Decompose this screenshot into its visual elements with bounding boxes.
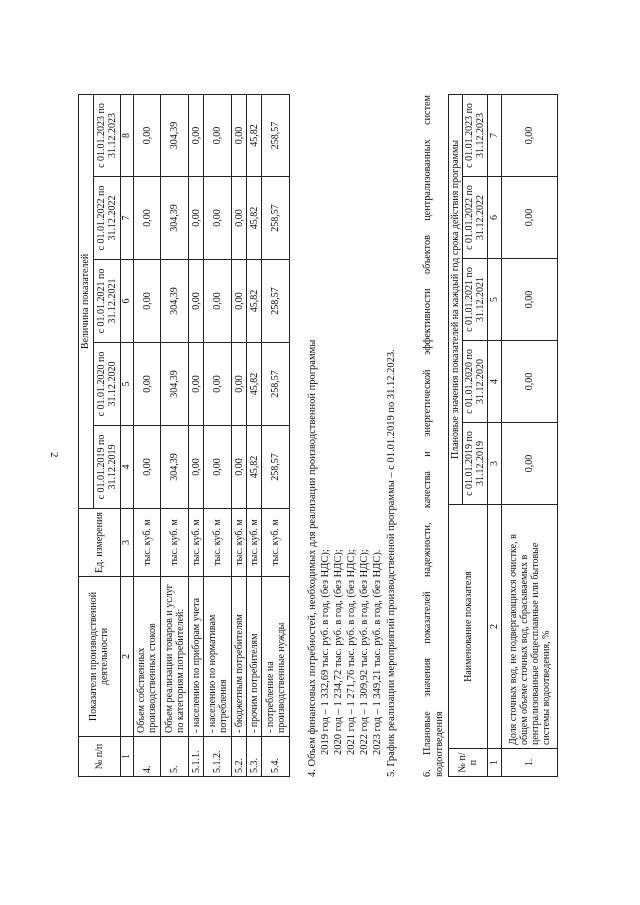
row-value: 258,57	[262, 260, 290, 343]
header-no: № п/п	[449, 749, 488, 777]
header-period: с 01.01.2021 по 31.12.2021	[463, 259, 488, 341]
header-values-group: Величина показателей	[79, 95, 94, 509]
row-name: - потребление на производственные нужды	[262, 577, 290, 737]
table-row	[204, 95, 232, 777]
row-value: 45,82	[247, 260, 262, 343]
row-value: 304,39	[161, 260, 189, 343]
row-value: 0,00	[232, 260, 247, 343]
finance-line: 2022 год – 1 309,92 тыс. руб. в год, (без НДС);	[359, 549, 370, 755]
finance-line: 2019 год – 1 332,69 тыс. руб. в год, (без НДС);	[320, 549, 331, 755]
row-value: 45,82	[247, 343, 262, 426]
header-indicator: Показатели производственной деятельности	[79, 577, 121, 737]
row-name: Объем собственных производственных стоков	[133, 577, 161, 737]
header-period: с 01.01.2021 по 31.12.2021	[93, 260, 120, 343]
row-no: 1.	[502, 749, 558, 777]
row-unit: тыс. куб. м	[133, 509, 161, 577]
row-name: - прочим потребителям	[247, 577, 262, 737]
table-row	[232, 95, 247, 777]
column-number: 4	[488, 341, 502, 423]
row-value: 0,00	[133, 426, 161, 509]
row-value: 0,00	[133, 260, 161, 343]
row-name: - населению по приборам учета	[189, 577, 204, 737]
finance-line: 2023 год – 1 349,21 тыс. руб. в год, (без НДС).	[372, 549, 383, 755]
header-period: с 01.01.2020 по 31.12.2020	[93, 343, 120, 426]
table-row	[262, 95, 290, 777]
header-period: с 01.01.2023 по 31.12.2023	[93, 95, 120, 177]
row-value: 0,00	[502, 259, 558, 341]
row-no: 5.1.1.	[189, 737, 204, 777]
row-value: 45,82	[247, 177, 262, 260]
section6-heading: 6. Плановые значения показателей надежности, качества и энергетической эффективности объектов централизованных систем	[422, 95, 433, 777]
row-value: 45,82	[247, 95, 262, 177]
row-value: 304,39	[161, 426, 189, 509]
row-value: 45,82	[247, 426, 262, 509]
header-unit: Ед. измерения	[79, 509, 121, 577]
row-value: 0,00	[133, 343, 161, 426]
row-unit: тыс. куб. м	[247, 509, 262, 577]
column-number: 3	[120, 509, 133, 577]
row-value: 304,39	[161, 177, 189, 260]
row-no: 5.1.2.	[204, 737, 232, 777]
row-value: 0,00	[502, 94, 558, 176]
row-value: 0,00	[232, 95, 247, 177]
finance-line: 2020 год – 1 234,72 тыс. руб. в год, (без НДС);	[333, 549, 344, 755]
row-value: 0,00	[204, 95, 232, 177]
column-number: 6	[120, 260, 133, 343]
row-value: 0,00	[189, 343, 204, 426]
column-number: 2	[488, 505, 502, 749]
row-value: 0,00	[502, 423, 558, 505]
header-group: Плановые значения показателей на каждый год срока действия программы	[449, 94, 463, 504]
table-row	[189, 95, 204, 777]
table-header-row	[449, 94, 463, 776]
row-value: 0,00	[189, 95, 204, 177]
row-value: 0,00	[189, 177, 204, 260]
table-header-row	[79, 95, 94, 777]
header-period: с 01.01.2023 по 31.12.2023	[463, 94, 488, 176]
section6-heading-cont: водоотведения	[434, 711, 445, 777]
row-value: 0,00	[133, 95, 161, 177]
column-number: 5	[488, 259, 502, 341]
row-value: 258,57	[262, 95, 290, 177]
table-row	[133, 95, 161, 777]
row-unit: тыс. куб. м	[161, 509, 189, 577]
row-value: 0,00	[502, 341, 558, 423]
header-period: с 01.01.2019 по 31.12.2019	[93, 426, 120, 509]
section4-heading: 4. Объем финансовых потребностей, необходимых для реализации производственной программы	[307, 339, 318, 777]
row-value: 304,39	[161, 95, 189, 177]
row-name: - бюджетным потребителям	[232, 577, 247, 737]
row-no: 5.	[161, 737, 189, 777]
column-number: 8	[120, 95, 133, 177]
header-period: с 01.01.2022 по 31.12.2022	[93, 177, 120, 260]
row-value: 304,39	[161, 343, 189, 426]
row-unit: тыс. куб. м	[262, 509, 290, 577]
row-no: 4.	[133, 737, 161, 777]
table-row	[161, 95, 189, 777]
production-indicators-table	[78, 94, 290, 777]
table-row	[247, 95, 262, 777]
column-number: 4	[120, 426, 133, 509]
column-number: 2	[120, 577, 133, 737]
column-number: 3	[488, 423, 502, 505]
header-period: с 01.01.2020 по 31.12.2020	[463, 341, 488, 423]
row-name: Доля сточных вод, не подвергающихся очистке, в общем объеме сточных вод, сбрасываемых в централизованные общесплавные или бытовые системы водоотведения, %	[502, 505, 558, 749]
row-no: 5.2.	[232, 737, 247, 777]
header-name: Наименование показателя	[449, 505, 488, 749]
page-number: 2	[48, 452, 60, 458]
header-period: с 01.01.2019 по 31.12.2019	[463, 423, 488, 505]
row-value: 0,00	[204, 426, 232, 509]
reliability-indicators-table	[448, 94, 558, 777]
row-name: - населению по нормативам потребления	[204, 577, 232, 737]
row-unit: тыс. куб. м	[189, 509, 204, 577]
row-unit: тыс. куб. м	[204, 509, 232, 577]
row-no: 5.4.	[262, 737, 290, 777]
row-value: 0,00	[232, 343, 247, 426]
column-number: 1	[488, 749, 502, 777]
header-period: с 01.01.2022 по 31.12.2022	[463, 177, 488, 259]
row-name: Объем реализации товаров и услуг по категориям потребителей:	[161, 577, 189, 737]
section5-text: 5. График реализации мероприятий производственной программы – с 01.01.2019 по 31.12.2023.	[386, 349, 397, 777]
finance-line: 2021 год – 1 271,76 тыс. руб. в год, (без НДС);	[346, 549, 357, 755]
column-number-row	[488, 94, 502, 776]
row-value: 0,00	[133, 177, 161, 260]
column-number: 6	[488, 177, 502, 259]
row-value: 0,00	[189, 426, 204, 509]
row-value: 0,00	[204, 343, 232, 426]
row-value: 258,57	[262, 177, 290, 260]
row-value: 258,57	[262, 343, 290, 426]
row-value: 0,00	[189, 260, 204, 343]
column-number: 1	[120, 737, 133, 777]
column-number: 7	[120, 177, 133, 260]
header-no: № п/п	[79, 737, 121, 777]
row-value: 0,00	[232, 426, 247, 509]
column-number: 7	[488, 94, 502, 176]
column-number-row	[120, 95, 133, 777]
row-no: 5.3.	[247, 737, 262, 777]
row-value: 0,00	[204, 177, 232, 260]
row-value: 0,00	[204, 260, 232, 343]
row-unit: тыс. куб. м	[232, 509, 247, 577]
table-row	[502, 94, 558, 776]
row-value: 0,00	[502, 177, 558, 259]
column-number: 5	[120, 343, 133, 426]
row-value: 258,57	[262, 426, 290, 509]
row-value: 0,00	[232, 177, 247, 260]
